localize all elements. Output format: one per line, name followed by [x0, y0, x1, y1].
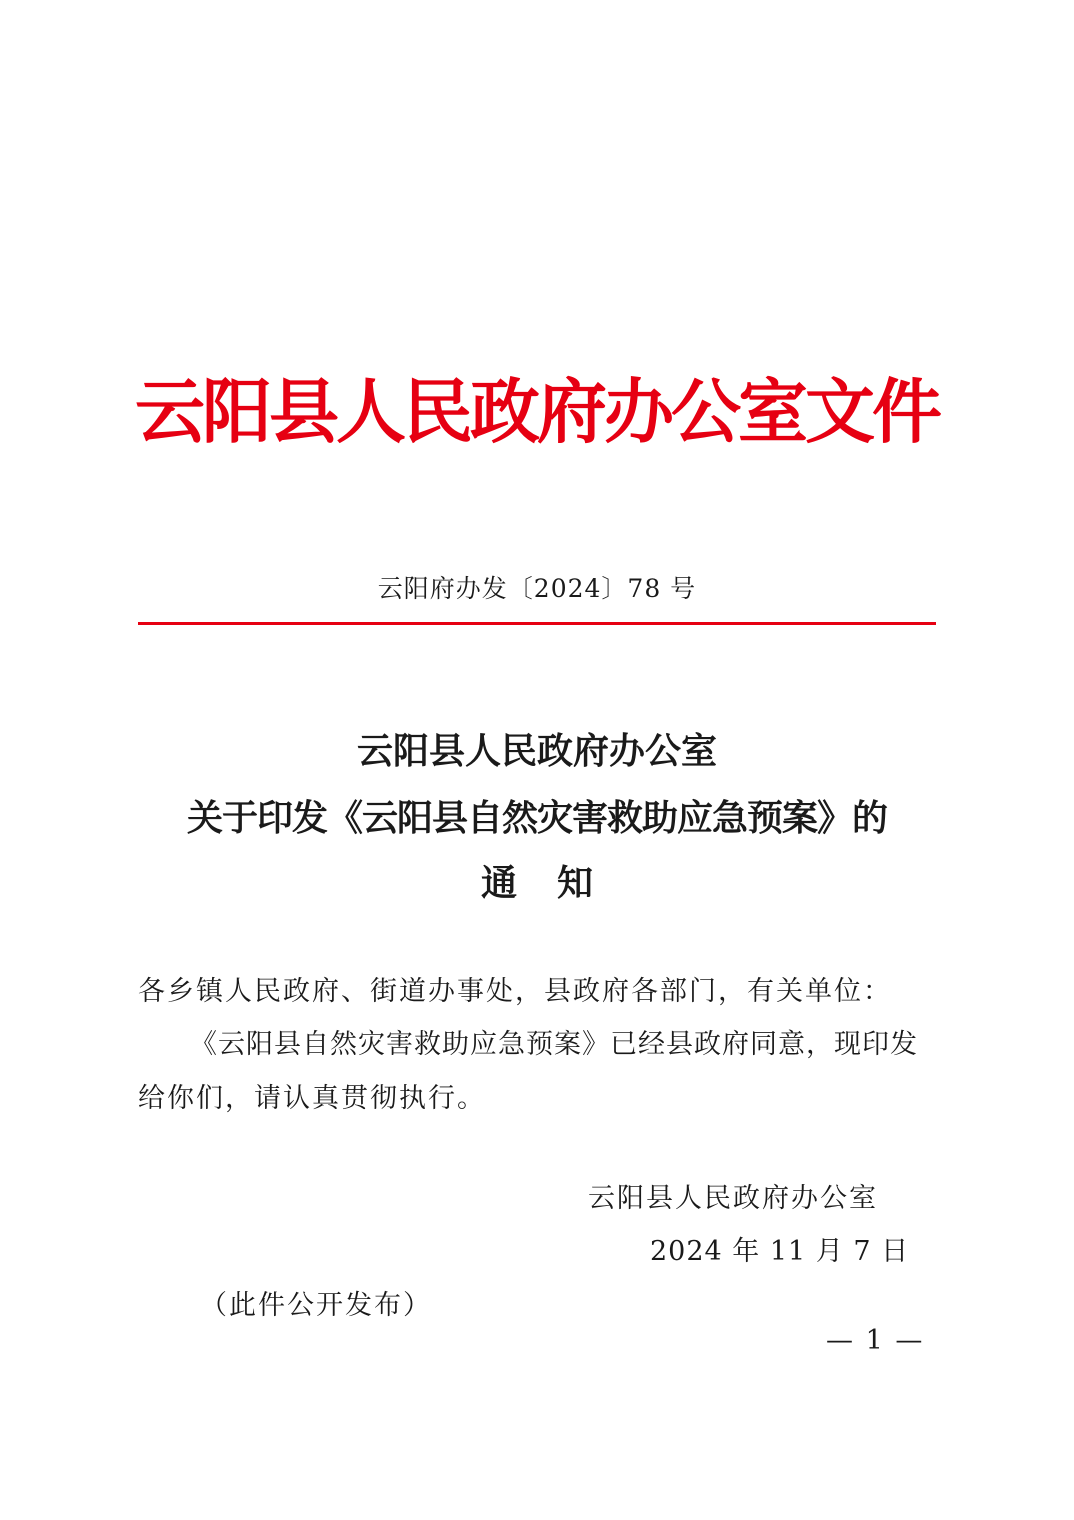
- body-paragraph-line-1: 《云阳县自然灾害救助应急预案》已经县政府同意，现印发: [190, 1029, 918, 1060]
- title-line-1: 云阳县人民政府办公室: [356, 730, 717, 772]
- title-line-3: 通知: [480, 862, 633, 904]
- body-paragraph-line-2: 给你们，请认真贯彻执行。: [138, 1083, 486, 1114]
- title-line-2: 关于印发《云阳县自然灾害救助应急预案》的: [186, 797, 887, 839]
- salutation: 各乡镇人民政府、街道办事处，县政府各部门，有关单位：: [138, 976, 892, 1007]
- page-number: — 1 —: [826, 1325, 925, 1356]
- issue-date: 2024 年 11 月 7 日: [650, 1236, 910, 1267]
- document-number: 云阳府办发〔2024〕78 号: [377, 574, 697, 603]
- issuer-signature: 云阳县人民政府办公室: [588, 1183, 878, 1214]
- publication-note: （此件公开发布）: [200, 1290, 432, 1321]
- document-masthead: 云阳县人民政府办公室文件: [135, 370, 939, 453]
- red-divider-line: [138, 622, 936, 625]
